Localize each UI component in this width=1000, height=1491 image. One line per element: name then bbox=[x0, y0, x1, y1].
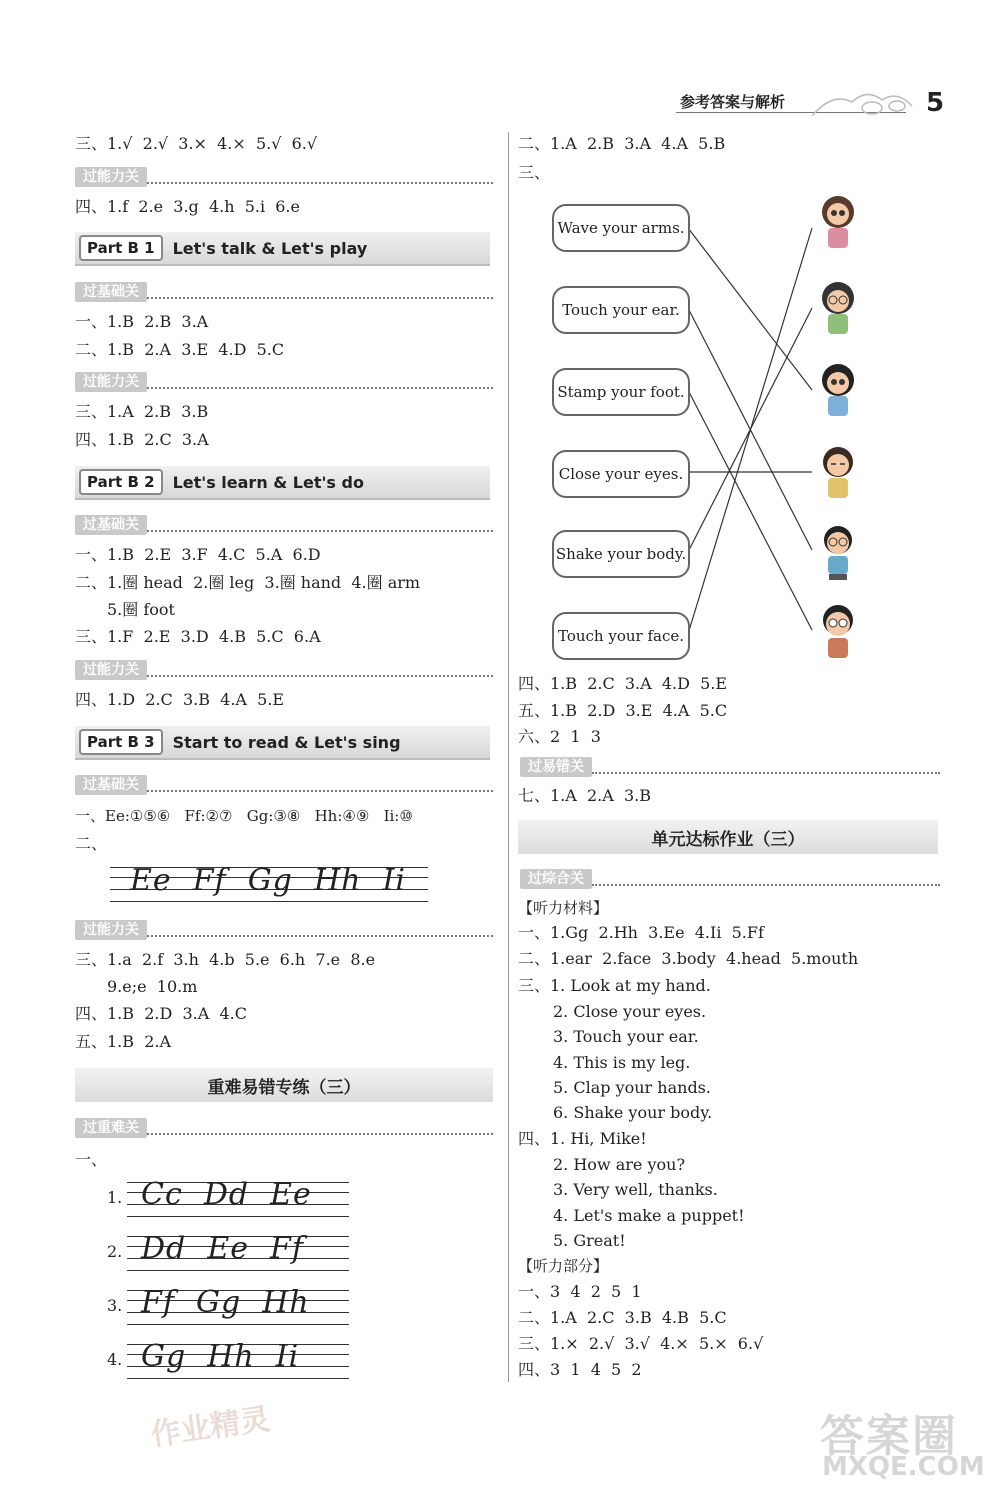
answer-line: 五、1.B 2.D 3.E 4.A 5.C bbox=[518, 701, 728, 720]
part-label: Part B 2 bbox=[79, 469, 163, 495]
section-header bbox=[75, 1068, 493, 1102]
handwriting-block bbox=[105, 1172, 355, 1392]
answer-line: 5. Clap your hands. bbox=[553, 1078, 711, 1097]
dotted-rule bbox=[147, 182, 493, 184]
section-tag bbox=[75, 1117, 493, 1139]
tag-label: 过能力关 bbox=[75, 660, 147, 680]
answer-line: 五、1.B 2.A bbox=[75, 1032, 172, 1051]
dotted-rule bbox=[147, 1133, 493, 1135]
answer-line: 【听力材料】 bbox=[518, 899, 609, 917]
answer-line: 3. Touch your ear. bbox=[553, 1027, 699, 1046]
answer-line: 四、1.B 2.D 3.A 4.C bbox=[75, 1004, 247, 1023]
section-header bbox=[518, 820, 938, 854]
answer-line: 一、Ee:①⑤⑥ Ff:②⑦ Gg:③⑧ Hh:④⑨ Ii:⑩ bbox=[75, 807, 413, 825]
handwriting-row bbox=[105, 1172, 355, 1222]
answer-line: 四、1.D 2.C 3.B 4.A 5.E bbox=[75, 690, 285, 709]
handwriting-text: Dd Ee Ff bbox=[141, 1231, 304, 1266]
section-tag bbox=[75, 166, 493, 188]
column-divider bbox=[508, 132, 509, 1382]
dotted-rule bbox=[147, 790, 493, 792]
dotted-rule bbox=[592, 884, 940, 886]
answer-line: 【听力部分】 bbox=[518, 1257, 609, 1275]
handwriting-row bbox=[105, 1334, 355, 1384]
phrase-bubble: Touch your face. bbox=[552, 612, 690, 660]
row-number: 4. bbox=[107, 1350, 123, 1369]
phrase-bubble: Stamp your foot. bbox=[552, 368, 690, 416]
answer-line: 二、1.ear 2.face 3.body 4.head 5.mouth bbox=[518, 949, 859, 968]
girl-2-icon bbox=[815, 276, 861, 338]
answer-line: 3. Very well, thanks. bbox=[553, 1180, 718, 1199]
handwriting-text: Ee Ff Gg Hh Ii bbox=[130, 863, 406, 898]
dotted-rule bbox=[147, 935, 493, 937]
answer-line: 4. Let's make a puppet! bbox=[553, 1206, 745, 1225]
answer-line: 9.e;e 10.m bbox=[107, 977, 198, 996]
answer-line: 三、1.√ 2.√ 3.× 4.× 5.√ 6.√ bbox=[75, 134, 318, 153]
tag-label: 过易错关 bbox=[520, 757, 592, 777]
answer-line: 三、1.F 2.E 3.D 4.B 5.C 6.A bbox=[75, 627, 321, 646]
dotted-rule bbox=[592, 772, 940, 774]
watermark-logo: 答案圈 bbox=[820, 1411, 958, 1462]
answer-line: 三、1.a 2.f 3.h 4.b 5.e 6.h 7.e 8.e bbox=[75, 950, 376, 969]
tag-label: 过能力关 bbox=[75, 920, 147, 940]
boy-1-icon bbox=[815, 520, 861, 582]
answer-line: 一、3 4 2 5 1 bbox=[518, 1282, 642, 1301]
part-title: Let's talk & Let's play bbox=[172, 238, 368, 258]
answer-line: 六、2 1 3 bbox=[518, 727, 601, 746]
row-number: 2. bbox=[107, 1242, 123, 1261]
section-tag bbox=[520, 756, 940, 778]
boy-2-icon bbox=[815, 600, 861, 662]
part-title: Start to read & Let's sing bbox=[172, 732, 401, 752]
row-number: 3. bbox=[107, 1296, 123, 1315]
section-tag bbox=[75, 281, 493, 303]
doodle-icon bbox=[812, 86, 922, 122]
answer-line: 一、1.B 2.E 3.F 4.C 5.A 6.D bbox=[75, 545, 321, 564]
row-number: 1. bbox=[107, 1188, 123, 1207]
dotted-rule bbox=[147, 675, 493, 677]
tag-label: 过基础关 bbox=[75, 282, 147, 302]
answer-line: 2. How are you? bbox=[553, 1155, 686, 1174]
phrase-bubble: Touch your ear. bbox=[552, 286, 690, 334]
answer-line: 二、1.A 2.B 3.A 4.A 5.B bbox=[518, 134, 726, 153]
watermark-stamp: 作业精灵 bbox=[148, 1401, 273, 1454]
section-tag bbox=[75, 659, 493, 681]
answer-line: 二、 bbox=[75, 834, 108, 853]
handwriting-text: Cc Dd Ee bbox=[141, 1177, 312, 1212]
matching-exercise bbox=[550, 190, 880, 670]
answer-line: 三、1.× 2.√ 3.√ 4.× 5.× 6.√ bbox=[518, 1334, 764, 1353]
tag-label: 过综合关 bbox=[520, 869, 592, 889]
answer-line: 三、1.A 2.B 3.B bbox=[75, 402, 209, 421]
answer-line: 三、 bbox=[518, 163, 551, 182]
answer-line: 四、1.B 2.C 3.A bbox=[75, 430, 209, 449]
section-tag bbox=[75, 371, 493, 393]
girl-4-icon bbox=[815, 440, 861, 502]
part-title: Let's learn & Let's do bbox=[172, 472, 364, 492]
answer-line: 5. Great! bbox=[553, 1231, 626, 1250]
answer-line: 4. This is my leg. bbox=[553, 1053, 691, 1072]
answer-line: 七、1.A 2.A 3.B bbox=[518, 786, 652, 805]
page-header bbox=[670, 86, 1000, 126]
answer-line: 6. Shake your body. bbox=[553, 1103, 713, 1122]
dotted-rule bbox=[147, 530, 493, 532]
answer-line: 5.圈 foot bbox=[107, 600, 175, 619]
phrase-bubble: Shake your body. bbox=[552, 530, 690, 578]
section-title: 单元达标作业（三） bbox=[651, 829, 805, 850]
answer-line: 二、1.B 2.A 3.E 4.D 5.C bbox=[75, 340, 285, 359]
tag-label: 过基础关 bbox=[75, 775, 147, 795]
part-header bbox=[75, 466, 490, 500]
handwriting-answer bbox=[110, 862, 428, 906]
handwriting-row bbox=[105, 1280, 355, 1330]
header-title: 参考答案与解析 bbox=[680, 93, 786, 111]
dotted-rule bbox=[147, 297, 493, 299]
answer-line: 二、1.圈 head 2.圈 leg 3.圈 hand 4.圈 arm bbox=[75, 573, 421, 592]
matching-lines bbox=[550, 190, 880, 670]
section-tag bbox=[75, 514, 493, 536]
part-label: Part B 3 bbox=[79, 729, 163, 755]
answer-line: 一、1.Gg 2.Hh 3.Ee 4.Ii 5.Ff bbox=[518, 923, 764, 942]
section-tag bbox=[75, 919, 493, 941]
answer-line: 四、3 1 4 5 2 bbox=[518, 1360, 642, 1379]
tag-label: 过重难关 bbox=[75, 1118, 147, 1138]
watermark-site: MXQE.COM bbox=[822, 1452, 985, 1482]
answer-line: 三、1. Look at my hand. bbox=[518, 976, 711, 995]
section-tag bbox=[520, 868, 940, 890]
tag-label: 过能力关 bbox=[75, 167, 147, 187]
girl-1-icon bbox=[815, 190, 861, 252]
section-tag bbox=[75, 774, 493, 796]
page-number: 5 bbox=[926, 88, 945, 118]
part-label: Part B 1 bbox=[79, 235, 163, 261]
part-header bbox=[75, 232, 490, 266]
handwriting-text: Ff Gg Hh bbox=[141, 1285, 310, 1320]
tag-label: 过基础关 bbox=[75, 515, 147, 535]
answer-line: 四、1.B 2.C 3.A 4.D 5.E bbox=[518, 674, 728, 693]
phrase-bubble: Close your eyes. bbox=[552, 450, 690, 498]
handwriting-text: Gg Hh Ii bbox=[141, 1339, 300, 1374]
answer-line: 一、1.B 2.B 3.A bbox=[75, 312, 209, 331]
answer-line: 四、1. Hi, Mike! bbox=[518, 1129, 647, 1148]
answer-line: 二、1.A 2.C 3.B 4.B 5.C bbox=[518, 1308, 727, 1327]
answer-line: 四、1.f 2.e 3.g 4.h 5.i 6.e bbox=[75, 197, 300, 216]
girl-3-icon bbox=[815, 358, 861, 420]
section-title: 重难易错专练（三） bbox=[207, 1077, 361, 1098]
part-header bbox=[75, 726, 490, 760]
answer-line: 2. Close your eyes. bbox=[553, 1002, 707, 1021]
dotted-rule bbox=[147, 387, 493, 389]
tag-label: 过能力关 bbox=[75, 372, 147, 392]
handwriting-row bbox=[105, 1226, 355, 1276]
phrase-bubble: Wave your arms. bbox=[552, 204, 690, 252]
answer-line: 一、 bbox=[75, 1150, 108, 1169]
